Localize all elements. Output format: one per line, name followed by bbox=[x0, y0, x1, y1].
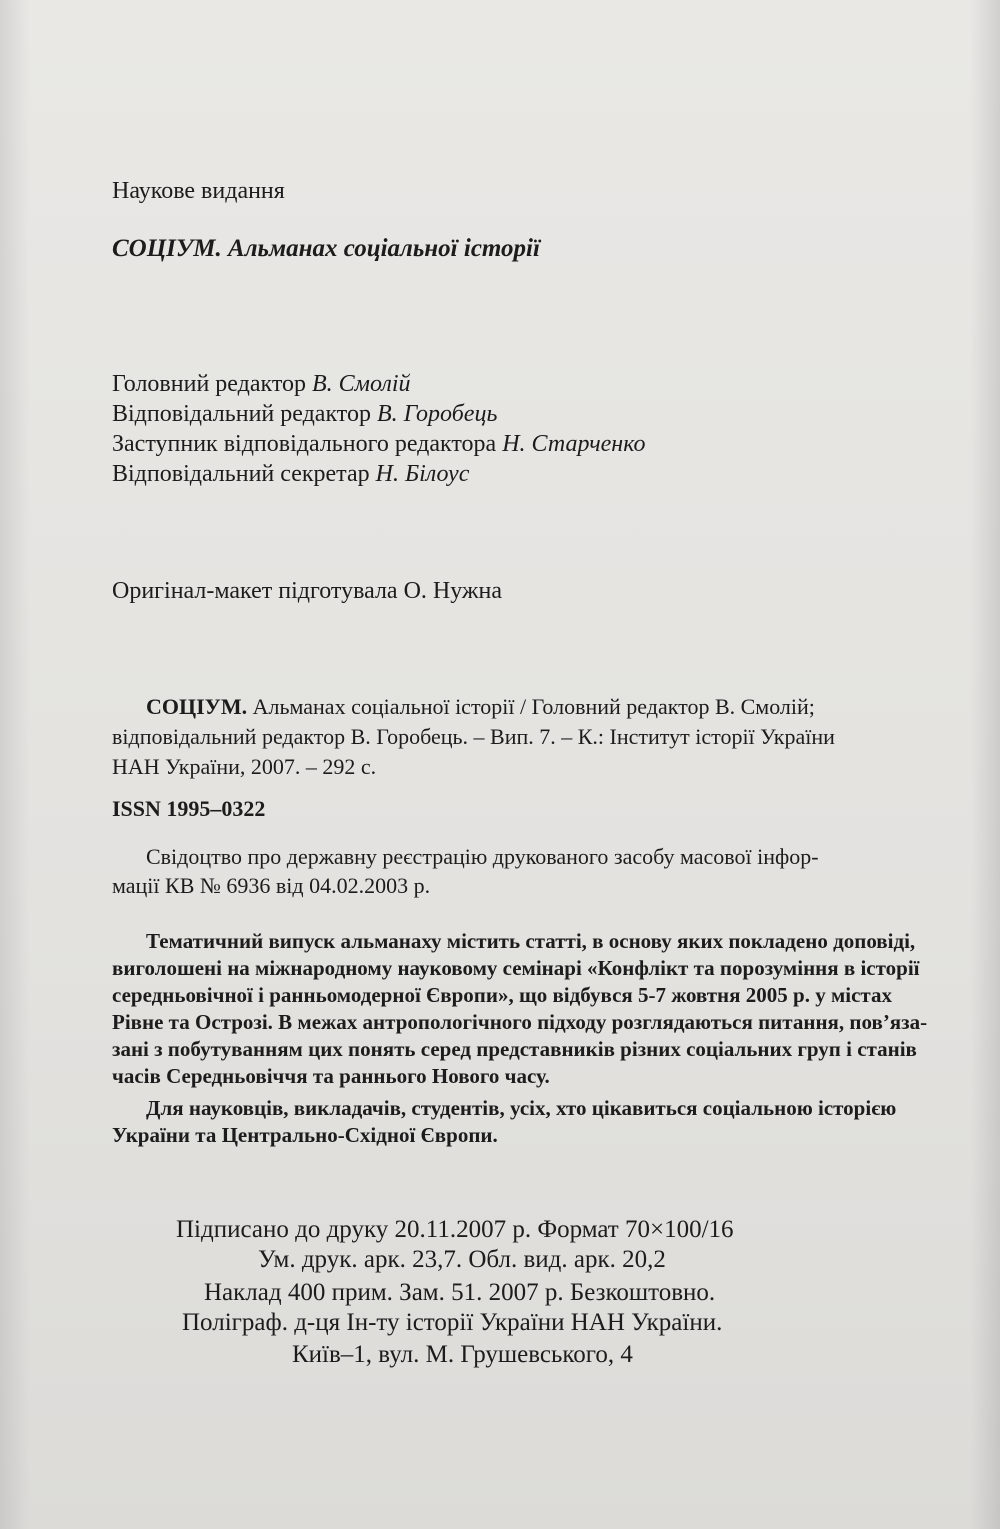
issn: ISSN 1995–0322 bbox=[112, 796, 266, 821]
bibliographic-line-3: НАН України, 2007. – 292 с. bbox=[112, 754, 377, 779]
registration-line-2: мації КВ № 6936 від 04.02.2003 р. bbox=[112, 873, 431, 898]
abstract-line: виголошені на міжнародному науковому семінарі «Конфлікт та порозуміння в історії bbox=[112, 956, 920, 980]
bibliographic-line-1 bbox=[146, 694, 815, 720]
imprint-line-1: Підписано до друку 20.11.2007 р. Формат 70×100/16 bbox=[176, 1216, 734, 1243]
editor-name: В. Горобець bbox=[376, 401, 498, 427]
editor-name: Н. Старченко bbox=[502, 431, 646, 457]
page-right-shadow bbox=[970, 0, 1000, 1529]
abstract-line: середньовічної і ранньомодерної Європи», що відбувся 5-7 жовтня 2005 р. у містах bbox=[112, 983, 892, 1007]
imprint-line-2: Ум. друк. арк. 23,7. Обл. вид. арк. 20,2 bbox=[258, 1246, 666, 1273]
editor-role: Заступник відповідального редактора bbox=[112, 431, 497, 457]
edition-type: Наукове видання bbox=[112, 178, 285, 204]
audience-line-1: Для науковців, викладачів, студентів, усіх, хто цікавиться соціальною історією bbox=[146, 1096, 897, 1120]
editor-line-responsible bbox=[112, 401, 497, 428]
publication-title: СОЦІУМ. Альманах соціальної історії bbox=[112, 235, 540, 262]
imprint-line-5: Київ–1, вул. М. Грушевського, 4 bbox=[292, 1341, 633, 1368]
abstract-line: Рівне та Острозі. В межах антропологічного підходу розглядаються питання, пов’яза- bbox=[112, 1010, 928, 1034]
audience-line-2: України та Центрально-Східної Європи. bbox=[112, 1123, 498, 1147]
editor-role: Головний редактор bbox=[112, 371, 307, 397]
layout-credit: Оригінал-макет підготувала О. Нужна bbox=[112, 578, 502, 604]
abstract-line: часів Середньовіччя та раннього Нового часу. bbox=[112, 1064, 550, 1088]
editor-line-chief bbox=[112, 371, 411, 398]
editor-line-secretary bbox=[112, 461, 469, 488]
page-left-shadow bbox=[0, 0, 30, 1529]
imprint-line-4: Поліграф. д-ця Ін-ту історії України НАН України. bbox=[182, 1309, 723, 1336]
registration-line-1: Свідоцтво про державну реєстрацію друкованого засобу масової інфор- bbox=[146, 844, 819, 869]
abstract-line: зані з побутуванням цих понять серед представників різних соціальних груп і станів bbox=[112, 1037, 917, 1061]
editor-line-deputy bbox=[112, 431, 646, 458]
imprint-line-3: Наклад 400 прим. Зам. 51. 2007 р. Безкоштовно. bbox=[204, 1279, 716, 1306]
bibliographic-line-2: відповідальний редактор В. Горобець. – Вип. 7. – К.: Інститут історії України bbox=[112, 724, 835, 749]
editor-name: Н. Білоус bbox=[375, 461, 470, 487]
editor-role: Відповідальний секретар bbox=[112, 461, 370, 487]
bibliographic-title-rest: Альманах соціальної історії / Головний редактор В. Смолій; bbox=[252, 694, 815, 719]
bibliographic-title: СОЦІУМ. bbox=[146, 694, 248, 719]
editor-role: Відповідальний редактор bbox=[112, 401, 371, 427]
abstract-line: Тематичний випуск альманаху містить статті, в основу яких покладено доповіді, bbox=[146, 929, 916, 953]
editor-name: В. Смолій bbox=[312, 371, 411, 397]
